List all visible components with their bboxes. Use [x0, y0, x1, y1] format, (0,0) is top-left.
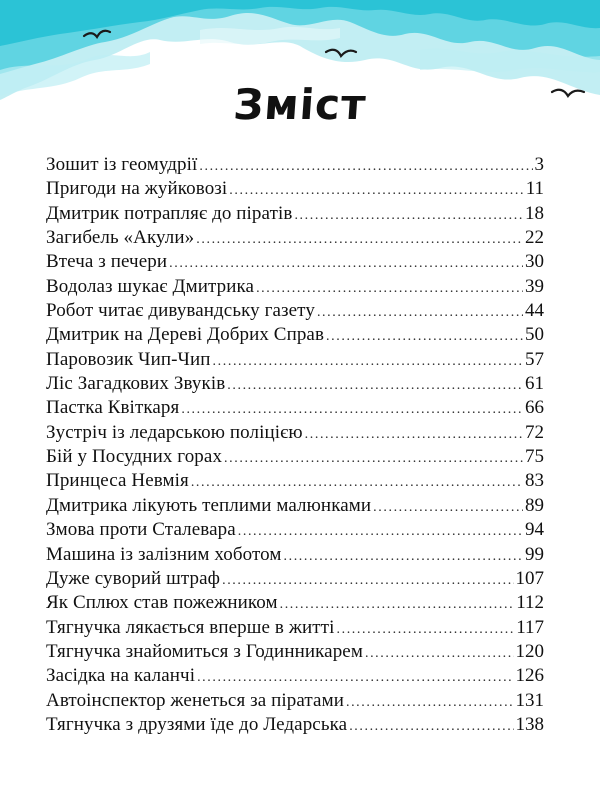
toc-leader-dots	[326, 329, 523, 345]
toc-entry-title: Дмитрика лікують теплими малюнками	[46, 494, 372, 516]
toc-entry[interactable]	[46, 592, 544, 616]
toc-entry-title: Водолаз шукає Дмитрика	[46, 275, 255, 297]
toc-entry-title: Паровозик Чип-Чип	[46, 348, 211, 370]
toc-entry-page: 126	[515, 665, 544, 687]
toc-leader-dots	[197, 670, 513, 686]
toc-entry[interactable]	[46, 373, 544, 397]
toc-leader-dots	[213, 354, 523, 370]
toc-leader-dots	[181, 402, 523, 418]
toc-entry-title: Машина із залізним хоботом	[46, 543, 282, 565]
toc-entry-page: 66	[525, 397, 544, 419]
toc-entry[interactable]	[46, 227, 544, 251]
toc-entry-page: 61	[525, 373, 544, 395]
toc-entry[interactable]	[46, 300, 544, 324]
toc-entry[interactable]	[46, 690, 544, 714]
contents-heading: Зміст	[231, 80, 369, 129]
toc-entry[interactable]	[46, 519, 544, 543]
toc-entry[interactable]	[46, 617, 544, 641]
toc-entry-page: 57	[525, 348, 544, 370]
toc-leader-dots	[346, 695, 514, 711]
toc-leader-dots	[169, 256, 523, 272]
table-of-contents	[46, 154, 544, 738]
toc-entry-title: Дуже суворий штраф	[46, 567, 221, 589]
toc-entry[interactable]	[46, 495, 544, 519]
toc-entry-title: Тягнучка знайомиться з Годинникарем	[46, 640, 363, 662]
toc-entry-page: 138	[515, 713, 544, 735]
toc-entry[interactable]	[46, 470, 544, 494]
toc-entry-title: Бій у Посудних горах	[46, 446, 223, 468]
toc-entry-page: 94	[525, 519, 544, 541]
toc-leader-dots	[191, 475, 523, 491]
toc-entry-page: 22	[525, 227, 544, 249]
toc-entry-page: 18	[525, 202, 544, 224]
toc-entry-page: 39	[525, 275, 544, 297]
toc-entry-page: 120	[515, 640, 544, 662]
toc-leader-dots	[294, 208, 523, 224]
toc-entry-page: 89	[525, 494, 544, 516]
toc-entry-page: 131	[515, 689, 544, 711]
toc-entry-title: Пастка Квіткаря	[46, 397, 180, 419]
toc-entry-page: 107	[515, 567, 544, 589]
toc-leader-dots	[256, 281, 523, 297]
toc-leader-dots	[365, 646, 514, 662]
toc-leader-dots	[224, 451, 523, 467]
toc-entry[interactable]	[46, 665, 544, 689]
toc-entry-page: 50	[525, 324, 544, 346]
toc-leader-dots	[349, 719, 513, 735]
toc-entry-title: Зустріч із ледарською поліцією	[46, 421, 303, 443]
toc-entry[interactable]	[46, 349, 544, 373]
toc-entry[interactable]	[46, 641, 544, 665]
toc-leader-dots	[222, 573, 513, 589]
toc-entry[interactable]	[46, 324, 544, 348]
toc-leader-dots	[238, 524, 523, 540]
toc-entry[interactable]	[46, 544, 544, 568]
toc-entry-title: Тягнучка лякається вперше в житті	[46, 616, 335, 638]
toc-leader-dots	[229, 183, 523, 199]
toc-entry[interactable]	[46, 714, 544, 738]
toc-leader-dots	[317, 305, 523, 321]
toc-entry-page: 83	[525, 470, 544, 492]
toc-entry-title: Дмитрик на Дереві Добрих Справ	[46, 324, 325, 346]
toc-entry-title: Змова проти Сталевара	[46, 519, 236, 541]
toc-entry-title: Тягнучка з друзями їде до Ледарська	[46, 713, 348, 735]
toc-leader-dots	[227, 378, 523, 394]
toc-entry[interactable]	[46, 276, 544, 300]
toc-entry-title: Втеча з печери	[46, 251, 168, 273]
toc-leader-dots	[280, 597, 515, 613]
toc-entry-page: 72	[525, 421, 544, 443]
toc-entry-page: 44	[525, 300, 544, 322]
toc-leader-dots	[196, 232, 523, 248]
toc-entry-title: Загибель «Акули»	[46, 227, 195, 249]
toc-entry[interactable]	[46, 154, 544, 178]
toc-entry-title: Ліс Загадкових Звуків	[46, 373, 226, 395]
toc-leader-dots	[199, 159, 532, 175]
toc-entry-title: Принцеса Невмія	[46, 470, 189, 492]
toc-entry-title: Робот читає дивувандську газету	[46, 300, 315, 322]
toc-entry-title: Пригоди на жуйковозі	[46, 178, 228, 200]
toc-entry-page: 75	[525, 446, 544, 468]
toc-entry[interactable]	[46, 251, 544, 275]
toc-entry-title: Зошит із геомудрії	[46, 154, 198, 175]
toc-leader-dots	[284, 549, 524, 565]
toc-entry-page: 112	[516, 592, 544, 614]
toc-leader-dots	[373, 500, 523, 516]
toc-entry-title: Дмитрик потрапляє до піратів	[46, 202, 293, 224]
toc-entry[interactable]	[46, 178, 544, 202]
toc-entry-page: 30	[525, 251, 544, 273]
toc-leader-dots	[337, 622, 515, 638]
toc-entry-title: Засідка на каланчі	[46, 665, 196, 687]
toc-leader-dots	[305, 427, 523, 443]
toc-entry[interactable]	[46, 446, 544, 470]
toc-entry[interactable]	[46, 397, 544, 421]
toc-entry-title: Як Сплюх став пожежником	[46, 592, 278, 614]
toc-entry[interactable]	[46, 568, 544, 592]
toc-entry-page: 11	[525, 178, 544, 200]
toc-entry-title: Автоінспектор женеться за піратами	[46, 689, 344, 711]
toc-entry-page: 117	[516, 616, 544, 638]
toc-entry[interactable]	[46, 203, 544, 227]
toc-entry-page: 99	[525, 543, 544, 565]
toc-entry-page: 3	[534, 154, 544, 175]
toc-entry[interactable]	[46, 422, 544, 446]
